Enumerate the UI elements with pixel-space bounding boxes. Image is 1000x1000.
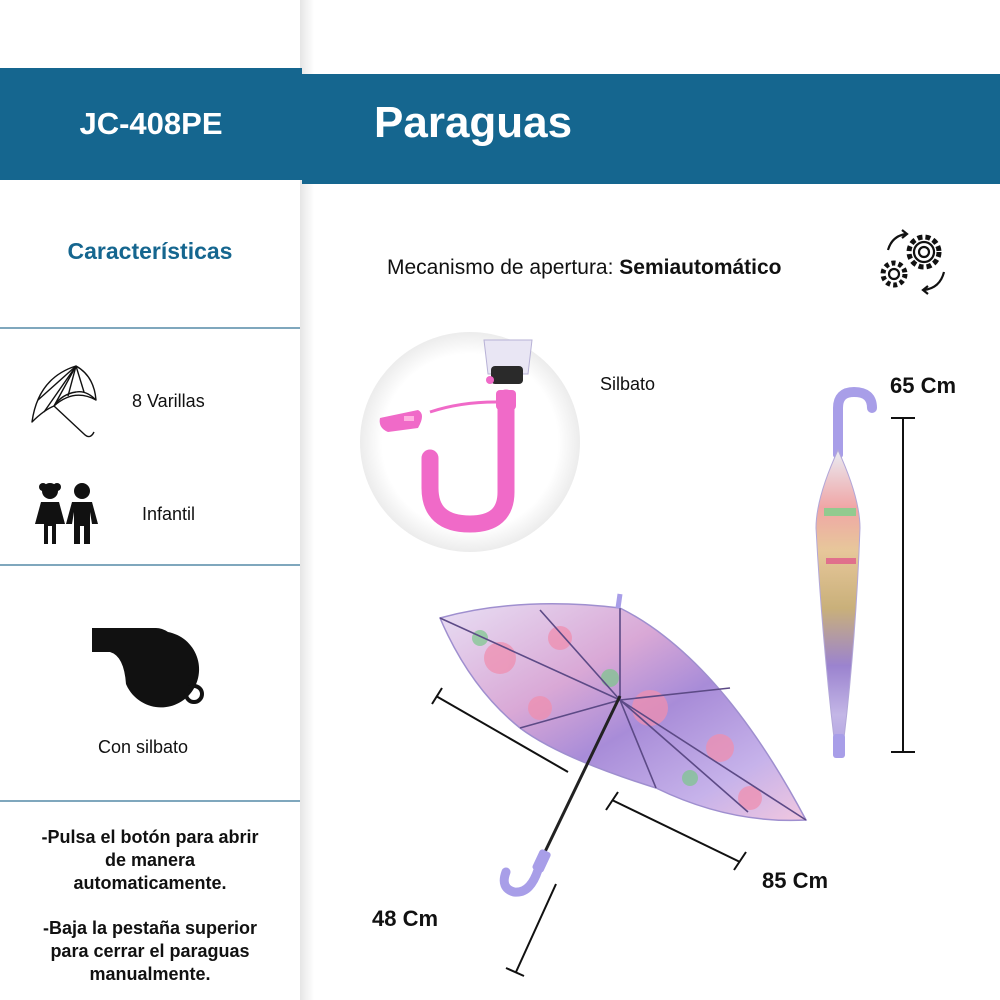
umbrella-ribs-icon	[24, 360, 100, 440]
note-line: automaticamente.	[73, 873, 227, 893]
radius-dimension: 48 Cm	[372, 906, 439, 931]
page-title: Paraguas	[374, 98, 573, 147]
feature-label-ribs: 8 Varillas	[132, 391, 205, 411]
feature-label-whistle: Con silbato	[98, 737, 189, 757]
length-dimension: 65 Cm	[890, 373, 957, 398]
instruction-close	[0, 917, 300, 986]
divider	[0, 800, 300, 802]
feature-label-kids: Infantil	[142, 504, 196, 524]
note-line: -Baja la pestaña superior	[42, 918, 258, 938]
note-line: para cerrar el paraguas	[50, 941, 250, 961]
mechanism-label: Mecanismo de apertura:	[387, 256, 614, 279]
title-banner	[302, 74, 1000, 184]
features-heading: Características	[67, 238, 233, 264]
mechanism-value: Semiautomático	[619, 256, 782, 279]
divider	[0, 564, 300, 566]
instruction-open	[0, 826, 300, 895]
closed-umbrella-image	[800, 388, 890, 768]
children-icon	[32, 480, 102, 546]
diameter-dimension-line	[604, 790, 748, 874]
note-line: de manera	[104, 850, 196, 870]
diameter-dimension: 85 Cm	[762, 868, 829, 893]
note-line: manualmente.	[89, 964, 211, 984]
radius-dimension-line-lower	[500, 880, 560, 980]
product-code: JC-408PE	[79, 106, 223, 141]
whistle-icon	[90, 626, 210, 708]
gears-icon	[874, 226, 954, 298]
length-dimension-line	[888, 412, 918, 758]
product-code-banner	[0, 68, 302, 180]
divider	[0, 327, 300, 329]
opening-mechanism	[387, 256, 782, 280]
whistle-closeup-image	[360, 332, 580, 552]
note-line: -Pulsa el botón para abrir	[41, 827, 259, 847]
whistle-label: Silbato	[600, 374, 656, 394]
